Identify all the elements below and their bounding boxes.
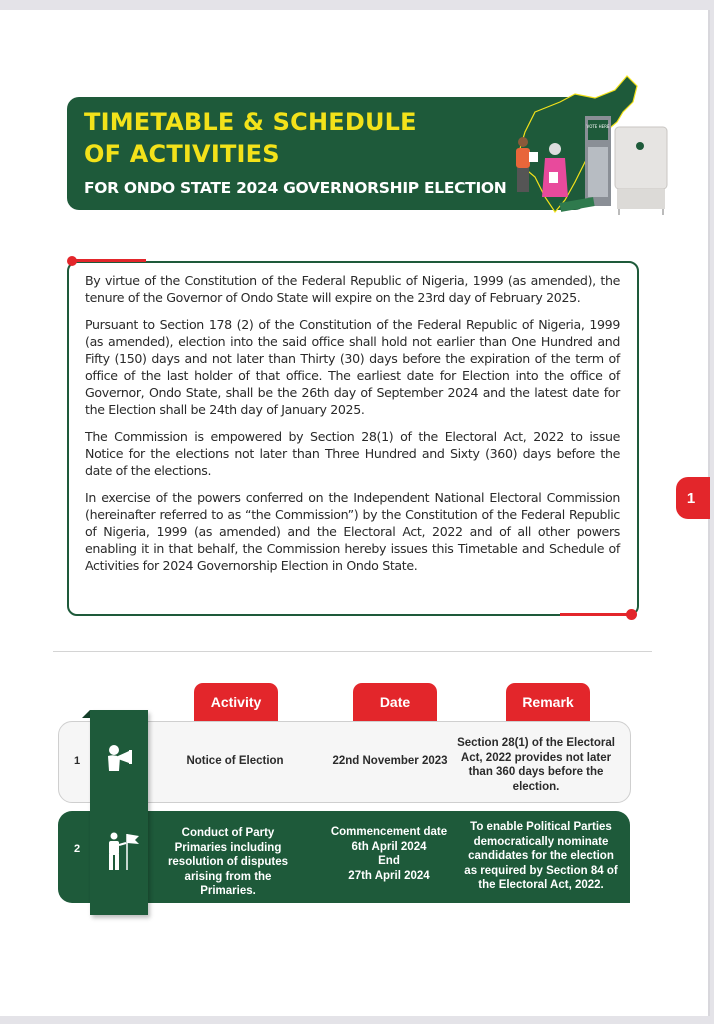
row-2-date-line-1: Commencement date xyxy=(330,826,448,838)
election-illustration xyxy=(505,72,675,222)
banner-subtitle: FOR ONDO STATE 2024 GOVERNORSHIP ELECTION xyxy=(84,179,507,197)
person-flag-icon xyxy=(105,832,143,872)
intro-paragraph-4: In exercise of the powers conferred on the Independent National Electoral Commission (hereinafter referred to as “the Commission”) by the Constitution of the Federal Republic of Nigeria, 1999 (as amended) and the Electoral Act, 2022 and of all other powers enabling it in that behalf, the Commission hereby issues this Timetable and Schedule of Activities for 2024 Governorship Election in Ondo State. xyxy=(85,490,620,573)
voting-booth-icon xyxy=(585,116,611,206)
accent-line-top xyxy=(70,259,146,262)
vote-here-text: VOTE HERE xyxy=(586,124,610,129)
row-1-activity: Notice of Election xyxy=(186,755,284,767)
intro-text xyxy=(85,272,620,584)
row-2-date xyxy=(330,825,448,883)
accent-dot-bottom xyxy=(626,609,637,620)
row-2-date-line-4: 27th April 2024 xyxy=(348,869,430,882)
page-number-tab: 1 xyxy=(676,477,710,519)
column-header-remark: Remark xyxy=(506,683,590,721)
icon-ribbon xyxy=(90,710,148,915)
column-header-activity: Activity xyxy=(194,683,278,721)
megaphone-icon xyxy=(103,743,137,777)
row-2-date-line-3: End xyxy=(378,855,400,867)
row-1-date: 22nd November 2023 xyxy=(332,755,448,767)
accent-dot-top xyxy=(67,256,77,266)
row-2-activity: Conduct of Party Primaries including resolution of disputes arising from the Primaries. xyxy=(167,827,289,897)
row-2-remark: To enable Political Parties democratically nominate candidates for the election as required by Section 84 of the Electoral Act, 2022. xyxy=(464,821,618,891)
section-divider xyxy=(53,651,652,652)
banner-title-line-1: TIMETABLE & SCHEDULE xyxy=(84,108,417,136)
row-1-number: 1 xyxy=(74,755,81,767)
intro-paragraph-2: Pursuant to Section 178 (2) of the Constitution of the Federal Republic of Nigeria, 1999 (as amended), election into the said office shall hold not earlier than One Hundred and Fifty (150) days and not later than Thirty (30) days before the expiration of the term of office of the last holder of that office. The earliest date for Election into the office of Governor, Ondo State, shall be the 26th day of September 2024 and the latest date for the Election shall be 24th day of January 2025. xyxy=(85,317,620,417)
row-2-number: 2 xyxy=(74,843,81,855)
ribbon-fold xyxy=(82,710,90,718)
column-header-date: Date xyxy=(353,683,437,721)
intro-paragraph-1: By virtue of the Constitution of the Federal Republic of Nigeria, 1999 (as amended), the tenure of the Governor of Ondo State will expire on the 23rd day of February 2025. xyxy=(85,273,620,305)
ballot-box-icon xyxy=(615,127,667,215)
banner-title-line-2: OF ACTIVITIES xyxy=(84,140,280,168)
row-2-date-line-2: 6th April 2024 xyxy=(351,840,427,853)
intro-paragraph-3: The Commission is empowered by Section 28(1) of the Electoral Act, 2022 to issue Notice for the elections not later than Three Hundred and Sixty (360) days before the date of the elections. xyxy=(85,429,620,478)
banner-title xyxy=(84,106,417,170)
row-1-remark: Section 28(1) of the Electoral Act, 2022 provides not later than 360 days before the election. xyxy=(457,737,615,793)
accent-line-bottom xyxy=(560,613,632,616)
